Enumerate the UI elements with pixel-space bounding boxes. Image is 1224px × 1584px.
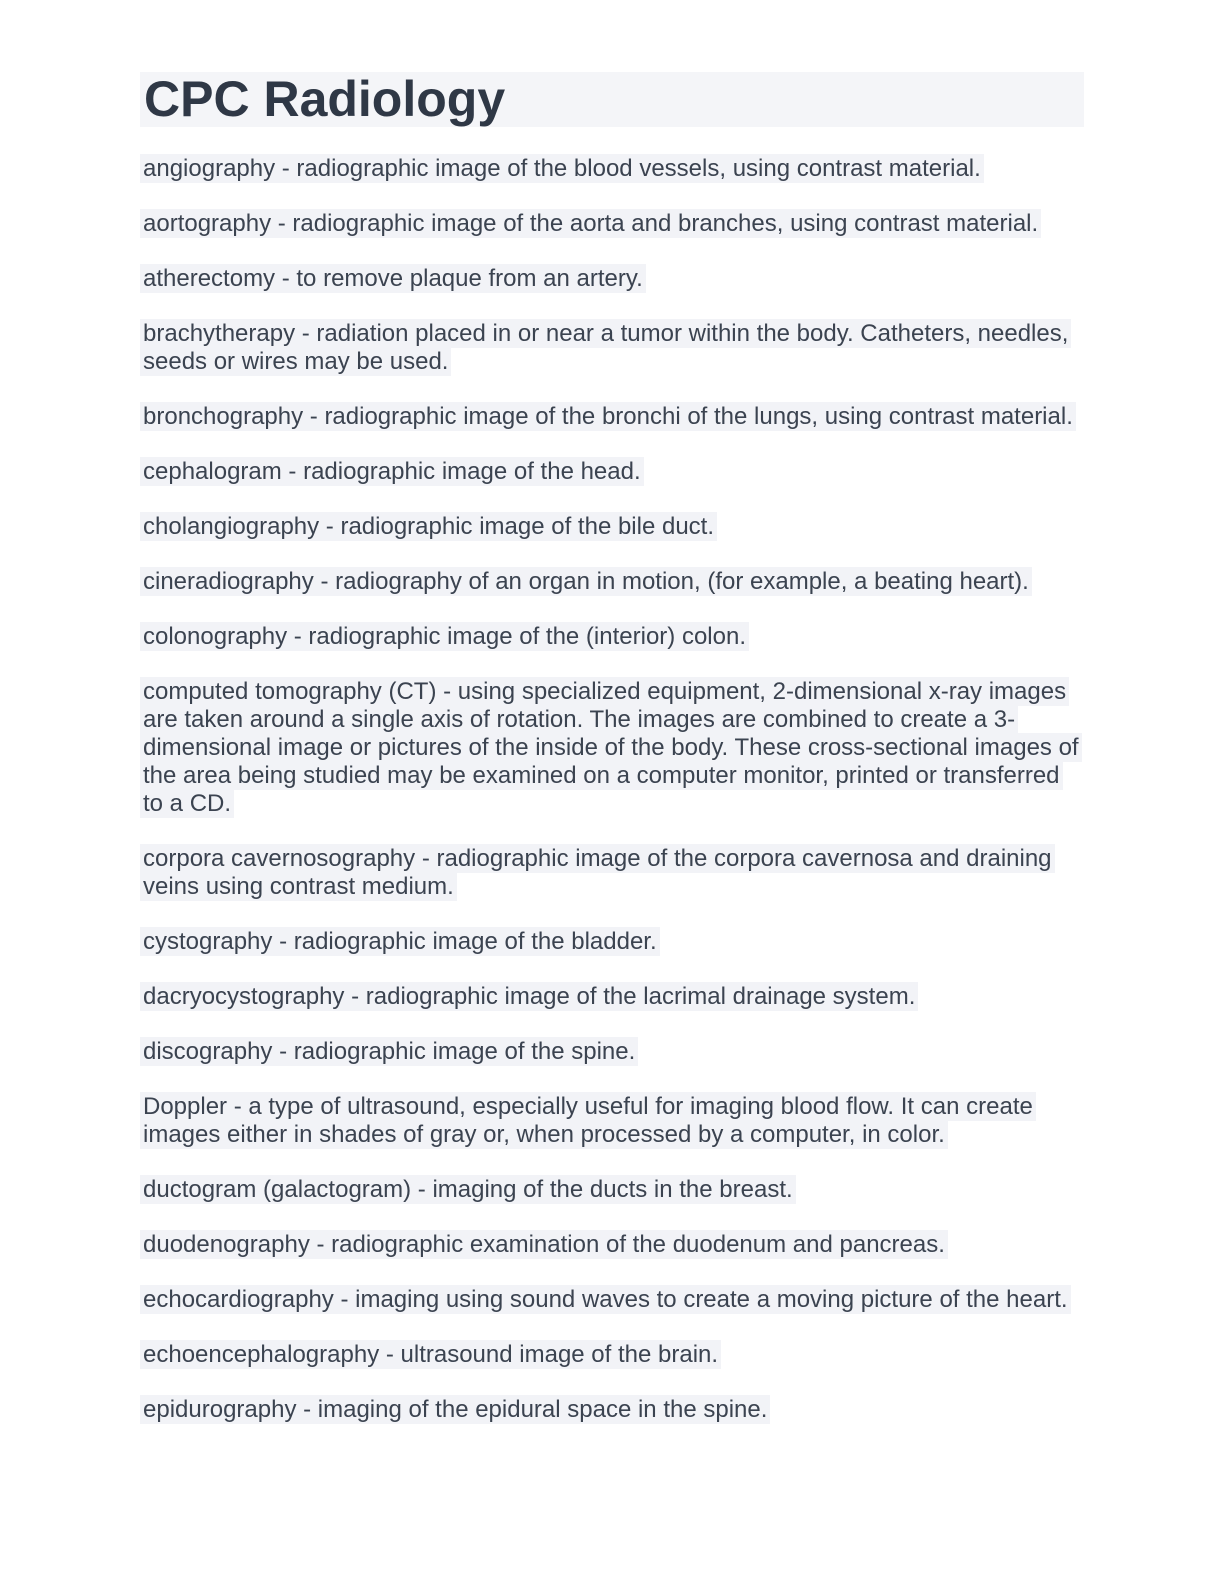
glossary-entry-text: duodenography - radiographic examination of the duodenum and pancreas. xyxy=(140,1230,948,1259)
glossary-entry-text: aortography - radiographic image of the aorta and branches, using contrast material. xyxy=(140,209,1041,238)
glossary-entry xyxy=(140,1231,1084,1259)
glossary-entry-text: atherectomy - to remove plaque from an artery. xyxy=(140,264,646,293)
glossary-entry xyxy=(140,1176,1084,1204)
glossary-entry xyxy=(140,983,1084,1011)
glossary-entry-text: cephalogram - radiographic image of the head. xyxy=(140,457,644,486)
glossary-entry xyxy=(140,845,1084,901)
glossary-list xyxy=(140,155,1084,1424)
glossary-entry xyxy=(140,1341,1084,1369)
glossary-entry xyxy=(140,1286,1084,1314)
glossary-entry-text: Doppler - a type of ultrasound, especially useful for imaging blood flow. It can create images either in shades of gray or, when processed by a computer, in color. xyxy=(140,1092,1036,1149)
glossary-entry-text: colonography - radiographic image of the (interior) colon. xyxy=(140,622,749,651)
glossary-entry-text: cystography - radiographic image of the bladder. xyxy=(140,927,660,956)
glossary-entry xyxy=(140,1396,1084,1424)
glossary-entry-text: computed tomography (CT) - using specialized equipment, 2-dimensional x-ray images are taken around a single axis of rotation. The images are combined to create a 3-dimensional image or pictures of the inside of the body. These cross-sectional images of the area being studied may be examined on a computer monitor, printed or transferred to a CD. xyxy=(140,677,1082,818)
glossary-entry xyxy=(140,568,1084,596)
glossary-entry-text: cholangiography - radiographic image of the bile duct. xyxy=(140,512,717,541)
glossary-entry xyxy=(140,403,1084,431)
glossary-entry-text: dacryocystography - radiographic image of the lacrimal drainage system. xyxy=(140,982,918,1011)
glossary-entry-text: ductogram (galactogram) - imaging of the ducts in the breast. xyxy=(140,1175,796,1204)
glossary-entry xyxy=(140,265,1084,293)
glossary-entry xyxy=(140,513,1084,541)
glossary-entry xyxy=(140,928,1084,956)
glossary-entry-text: epidurography - imaging of the epidural space in the spine. xyxy=(140,1395,770,1424)
glossary-entry xyxy=(140,623,1084,651)
glossary-entry-text: bronchography - radiographic image of the bronchi of the lungs, using contrast material. xyxy=(140,402,1076,431)
glossary-entry-text: echoencephalography - ultrasound image of the brain. xyxy=(140,1340,721,1369)
glossary-entry-text: angiography - radiographic image of the blood vessels, using contrast material. xyxy=(140,154,984,183)
glossary-entry-text: discography - radiographic image of the spine. xyxy=(140,1037,638,1066)
glossary-entry xyxy=(140,1038,1084,1066)
page-title: CPC Radiology xyxy=(140,72,1084,127)
glossary-entry-text: corpora cavernosography - radiographic image of the corpora cavernosa and draining veins using contrast medium. xyxy=(140,844,1055,901)
glossary-entry-text: cineradiography - radiography of an organ in motion, (for example, a beating heart). xyxy=(140,567,1032,596)
glossary-entry-text: brachytherapy - radiation placed in or near a tumor within the body. Catheters, needles, seeds or wires may be used. xyxy=(140,319,1071,376)
glossary-entry xyxy=(140,458,1084,486)
glossary-entry xyxy=(140,210,1084,238)
glossary-entry xyxy=(140,678,1084,818)
glossary-entry xyxy=(140,1093,1084,1149)
glossary-entry xyxy=(140,320,1084,376)
glossary-entry-text: echocardiography - imaging using sound waves to create a moving picture of the heart. xyxy=(140,1285,1071,1314)
glossary-entry xyxy=(140,155,1084,183)
